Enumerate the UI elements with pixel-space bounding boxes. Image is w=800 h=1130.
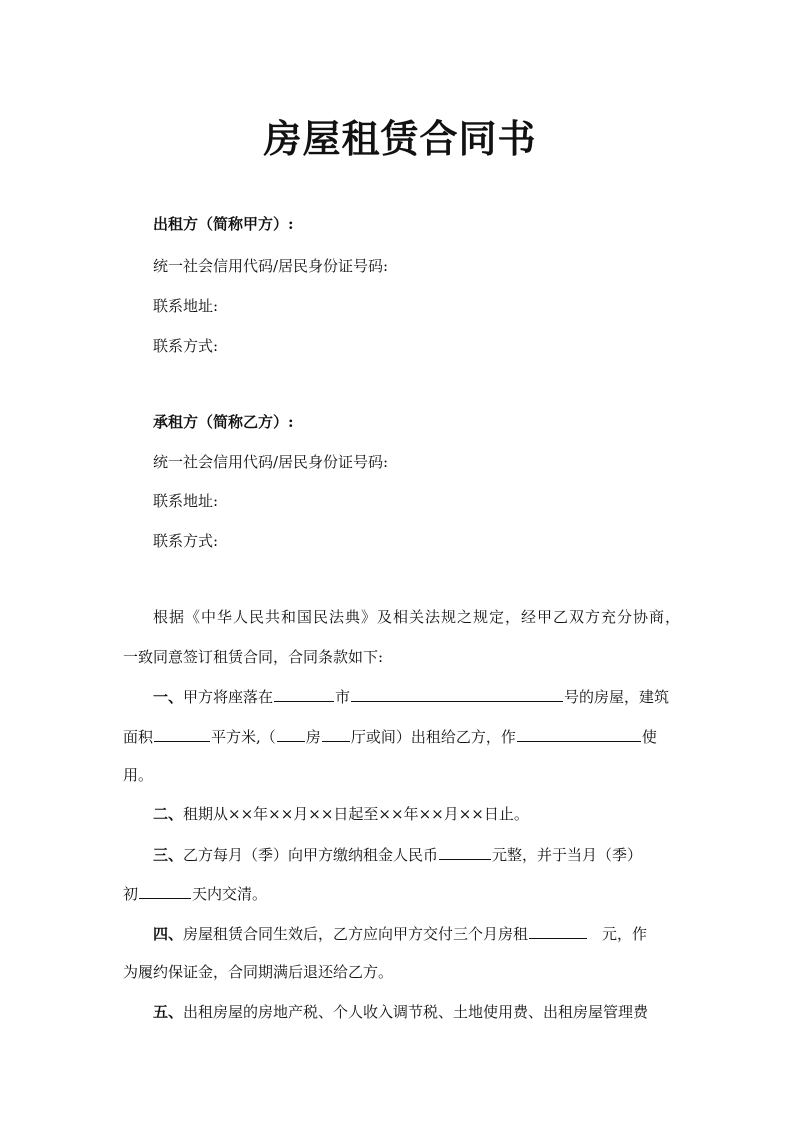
- lessee-contact: 联系方式:: [153, 532, 219, 550]
- clause-1-text: 市: [335, 688, 351, 706]
- clause-3-text: 天内交清。: [192, 885, 268, 903]
- clause-1-line-2: [123, 725, 680, 747]
- intro-line-2: 一致同意签订租赁合同，合同条款如下:: [123, 648, 384, 666]
- lessee-heading: 承租方（简称乙方）:: [153, 413, 294, 431]
- clause-3-number: 三、: [153, 846, 184, 864]
- clause-4-text: 元，作: [602, 925, 648, 943]
- city-blank[interactable]: [274, 685, 334, 702]
- clause-5-line-1: [153, 1001, 680, 1023]
- clause-1-text: 平方米,（: [211, 728, 276, 746]
- clause-1-number: 一、: [153, 688, 184, 706]
- contract-body: [123, 606, 680, 1046]
- payment-days-blank[interactable]: [139, 882, 191, 899]
- clause-3-text: 乙方每月（季）向甲方缴纳租金人民币: [183, 846, 439, 864]
- lessee-address: 联系地址:: [153, 492, 219, 510]
- rent-amount-blank[interactable]: [439, 843, 491, 860]
- address-blank[interactable]: [351, 685, 563, 702]
- lessor-heading: 出租方（简称甲方）:: [153, 215, 294, 233]
- lessor-credit-code: 统一社会信用代码/居民身份证号码:: [153, 257, 389, 275]
- document-title: 房屋租赁合同书: [263, 116, 537, 161]
- usage-blank[interactable]: [517, 725, 641, 742]
- clause-5-text: 出租房屋的房地产税、个人收入调节税、土地使用费、出租房屋管理费: [183, 1003, 649, 1021]
- clause-3-line-1: [153, 843, 680, 865]
- lessee-credit-code: 统一社会信用代码/居民身份证号码:: [153, 453, 389, 471]
- clause-3-text: 初: [123, 885, 139, 903]
- clause-1-text: 房: [305, 728, 321, 746]
- clause-1-line-1: [153, 685, 680, 707]
- clause-4-line-1: [153, 922, 680, 944]
- clause-4-line-2: 为履约保证金，合同期满后退还给乙方。: [123, 963, 394, 981]
- clause-2-line-1: [153, 803, 680, 825]
- clause-1-line-3: 用。: [123, 766, 154, 784]
- lessor-address: 联系地址:: [153, 297, 219, 315]
- clause-5-number: 五、: [153, 1003, 184, 1021]
- clause-3-line-2: [123, 882, 680, 904]
- clause-1-text: 厅或间）出租给乙方，作: [350, 728, 516, 746]
- clause-2-text: 租期从××年××月××日起至××年××月××日止。: [183, 805, 529, 823]
- clause-4-number: 四、: [153, 925, 184, 943]
- rooms-blank[interactable]: [277, 725, 305, 742]
- deposit-blank[interactable]: [529, 922, 587, 939]
- intro-line-1: 根据《中华人民共和国民法典》及相关法规之规定，经甲乙双方充分协商，: [153, 608, 680, 626]
- area-blank[interactable]: [154, 725, 210, 742]
- halls-blank[interactable]: [322, 725, 350, 742]
- clause-4-text: 房屋租赁合同生效后，乙方应向甲方交付三个月房租: [183, 925, 529, 943]
- clause-2-number: 二、: [153, 805, 184, 823]
- clause-1-text: 使: [641, 728, 657, 746]
- clause-1-text: 号的房屋，建筑: [564, 688, 670, 706]
- clause-1-text: 面积: [123, 728, 154, 746]
- clause-3-text: 元整，并于当月（季）: [492, 846, 643, 864]
- lessor-contact: 联系方式:: [153, 337, 219, 355]
- clause-1-text: 甲方将座落在: [183, 688, 274, 706]
